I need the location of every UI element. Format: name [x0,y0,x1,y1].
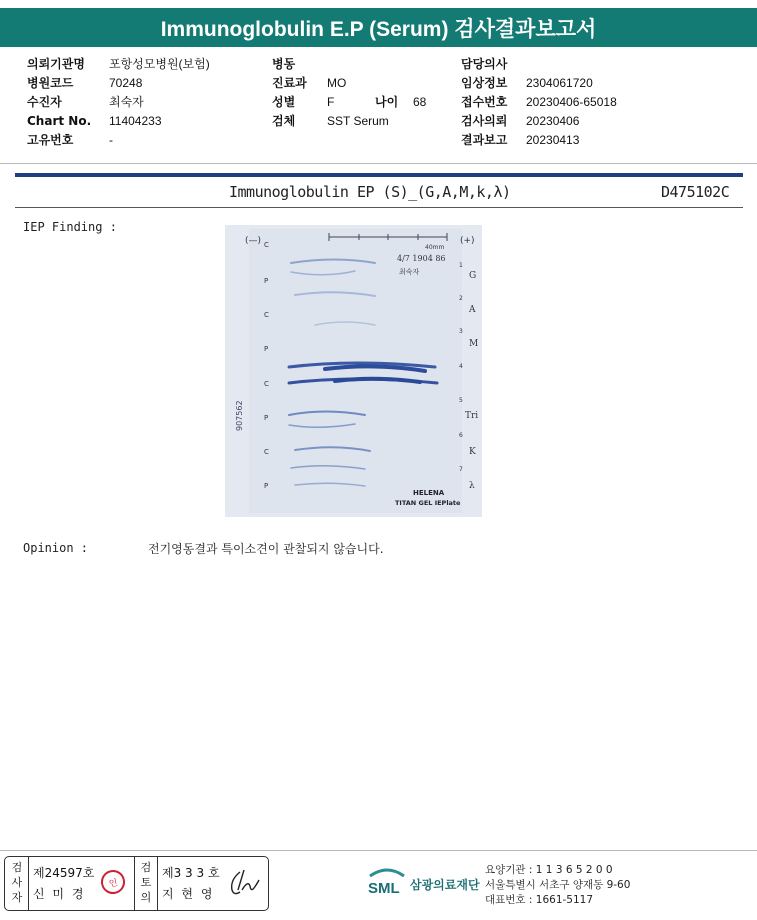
value-patient: 최숙자 [109,95,144,109]
value-request-date: 20230406 [526,114,580,128]
value-institution: 포항성모병원(보험) [109,57,210,71]
contact-line: 대표번호 : 1661-5117 [485,894,594,906]
patient-info-col1 [27,55,210,150]
test-code: D475102C [661,183,730,201]
label-sex: 성별 [272,95,296,109]
section-rule [15,173,743,177]
label-doctor: 담당의사 [461,57,508,71]
trough-label-tri: Tri [465,411,479,421]
value-department: MO [327,76,347,90]
gel-patient-text: 최숙자 [399,268,420,276]
well-label: P [264,277,269,285]
reviewer-name: 지 현 영 [162,887,215,901]
patient-info-col2 [272,55,426,131]
label-chart-no: Chart No. [27,114,92,128]
label-hospital-code: 병원코드 [27,76,74,90]
well-label: C [264,380,269,388]
reviewer-signature [226,866,262,900]
seal-stamp: 인 [99,868,127,896]
trough-number: 5 [459,397,463,404]
label-ward: 병동 [272,57,296,71]
trough-number: 1 [459,262,463,269]
test-name: Immunoglobulin EP (S)_(G,A,M,k,λ) [229,183,511,201]
label-specimen: 검체 [272,114,296,128]
value-clinical-info: 2304061720 [526,76,593,90]
gel-scale-text: 40mm [425,244,445,251]
examiner-label: 검 사 자 [11,861,23,904]
gel-minus-label: (—) [245,236,262,246]
footer-divider [0,850,757,851]
iep-finding-label: IEP Finding : [23,220,117,234]
reviewer-label: 검 토 의 [140,861,152,904]
svg-text:SML: SML [368,880,400,897]
label-clinical-info: 임상정보 [461,76,508,90]
value-unique-no: - [109,133,113,147]
gel-plate [249,229,462,513]
gel-brand: HELENA [413,489,445,497]
value-receipt-no: 20230406-65018 [526,95,617,109]
contact-line: 서울특별시 서초구 양재동 9-60 [485,879,631,891]
org-contact [485,863,630,908]
well-label: P [264,482,269,490]
trough-number: 2 [459,295,463,302]
label-request-date: 검사의뢰 [461,114,508,128]
reviewer-license-no: 제3 3 3 호 [162,866,220,880]
examiner-name: 신 미 경 [33,887,86,901]
opinion-label: Opinion : [23,541,89,555]
well-label: C [264,448,269,456]
trough-number: 7 [459,466,463,473]
value-hospital-code: 70248 [109,76,143,90]
trough-number: 6 [459,432,463,439]
label-unique-no: 고유번호 [27,133,74,147]
well-label: P [264,414,269,422]
label-patient: 수진자 [27,95,62,109]
trough-number: 4 [459,363,463,370]
trough-label-k: K [469,447,476,457]
value-sex: F [327,95,335,109]
gel-product: TITAN GEL IEPlate [395,499,461,507]
examiner-license-no: 제24597호 [33,866,95,880]
trough-label-m: M [469,339,479,349]
gel-date-text: 4/7 1904 86 [397,254,446,263]
report-title: Immunoglobulin E.P (Serum) 검사결과보고서 [0,8,757,47]
label-age: 나이 [375,95,399,109]
patient-info-col3 [461,55,617,150]
trough-label-lambda: λ [469,481,475,491]
opinion-text: 전기영동결과 특이소견이 관찰되지 않습니다. [148,542,384,556]
label-department: 진료과 [272,76,307,90]
info-divider [0,163,757,164]
org-name: 삼광의료재단 [410,878,480,892]
gel-plus-label: (+) [460,236,475,246]
section-underline [15,207,743,208]
trough-number: 3 [459,328,463,335]
label-report-date: 결과보고 [461,133,508,147]
gel-side-id: 907562 [235,400,244,431]
value-specimen: SST Serum [327,114,389,128]
value-report-date: 20230413 [526,133,580,147]
value-chart-no: 11404233 [109,114,162,128]
trough-label-a: A [469,305,476,315]
contact-line: 요양기관 : 1 1 3 6 5 2 0 0 [485,864,613,876]
label-receipt-no: 접수번호 [461,95,508,109]
value-age: 68 [413,95,427,109]
well-label: C [264,241,269,249]
well-label: C [264,311,269,319]
well-label: P [264,345,269,353]
label-institution: 의뢰기관명 [27,57,85,71]
trough-label-g: G [469,271,477,281]
iep-gel-image [225,225,482,517]
sml-logo-icon [366,864,408,898]
